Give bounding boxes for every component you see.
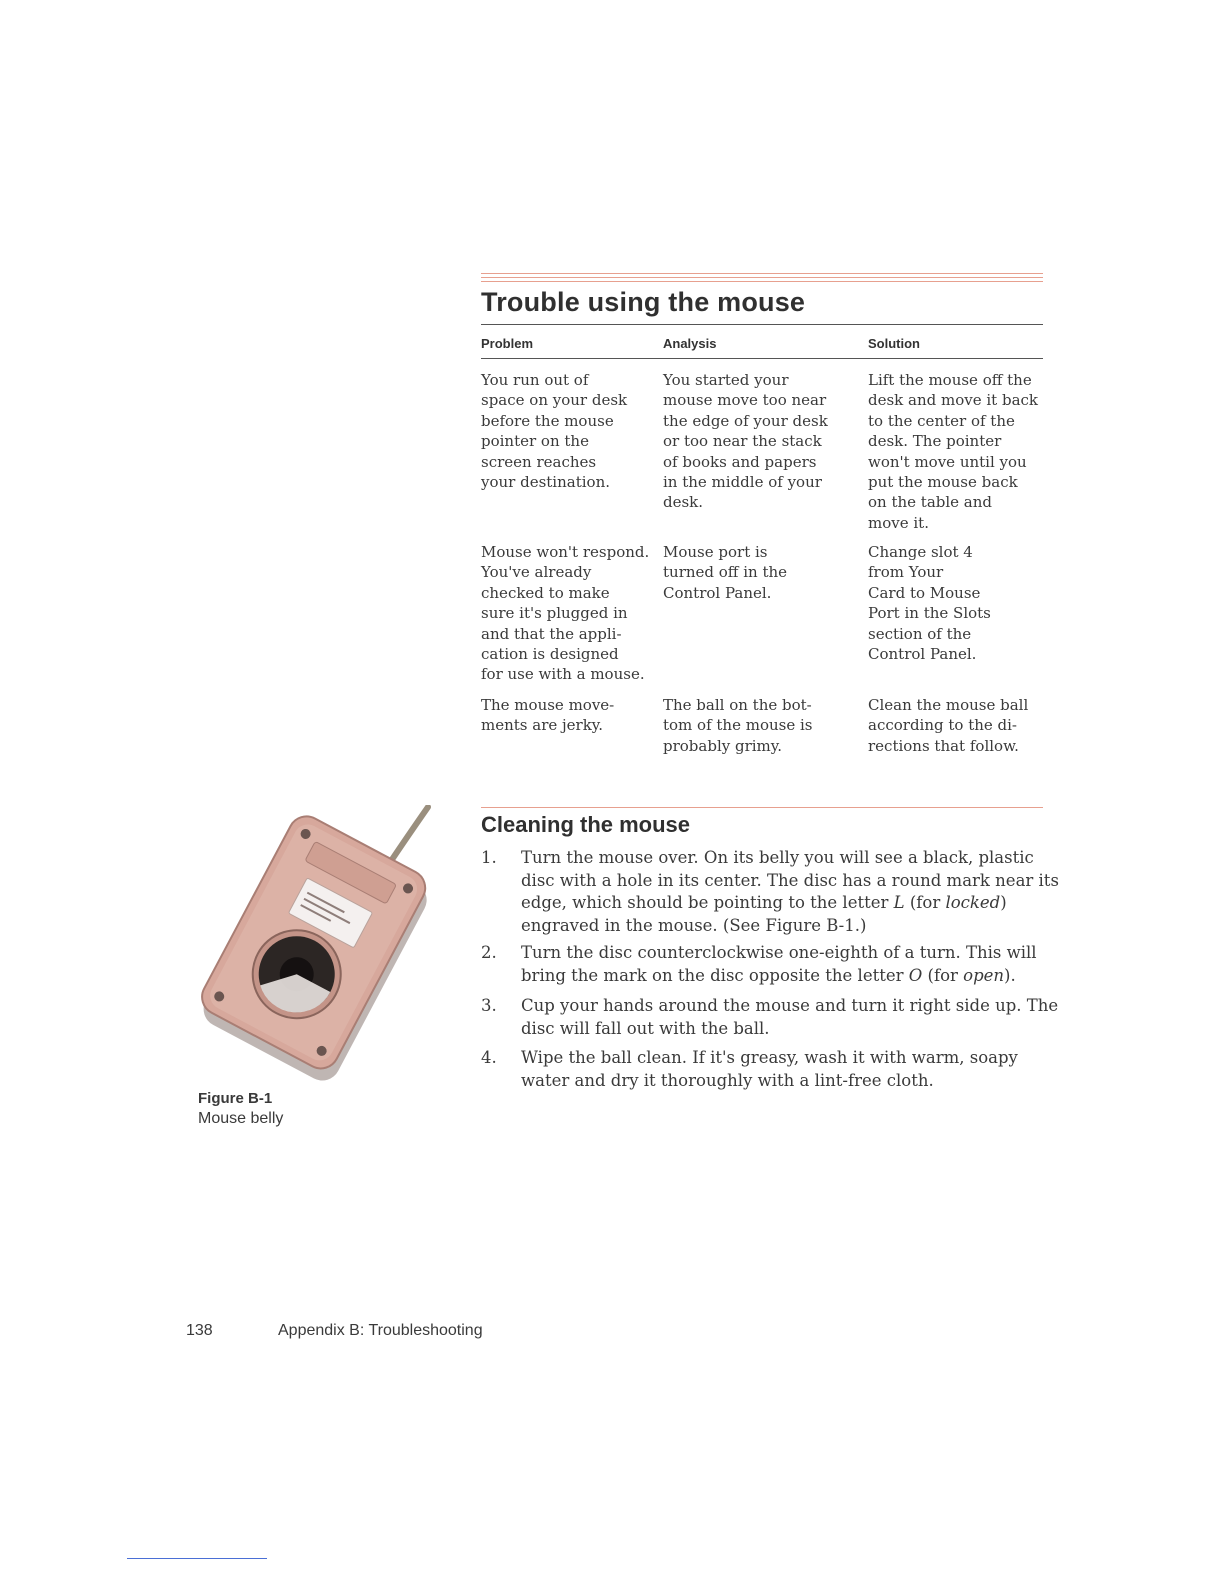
title-rules: [481, 273, 1043, 285]
running-title: Appendix B: Troubleshooting: [278, 1322, 483, 1339]
table-cell-analysis: You started your mouse move too near the edge of your desk or too near the stack of books and papers in the middle of your desk.: [663, 371, 828, 512]
section-title-trouble: Trouble using the mouse: [481, 287, 806, 317]
section-title-cleaning: Cleaning the mouse: [481, 812, 691, 837]
bottom-divider: [127, 1558, 267, 1559]
page-number: 138: [186, 1322, 213, 1339]
table-header-rule: [481, 358, 1043, 359]
table-cell-solution: Change slot 4 from Your Card to Mouse Port in the Slots section of the Control Panel.: [868, 543, 991, 664]
step-text: Cup your hands around the mouse and turn it right side up. The disc will fall out with the ball.: [521, 996, 1059, 1038]
table-cell-analysis: The ball on the bot- tom of the mouse is probably grimy.: [663, 696, 813, 755]
figure-label: Figure B-1: [198, 1090, 273, 1107]
step-number: 3.: [481, 996, 497, 1015]
column-header-problem: Problem: [481, 336, 534, 351]
step-text: Turn the disc counterclockwise one-eighth of a turn. This will bring the mark on the disc opposite the letter O (for open).: [521, 943, 1037, 985]
step-text: Wipe the ball clean. If it's greasy, wash it with warm, soapy water and dry it thoroughly with a lint-free cloth.: [521, 1048, 1018, 1090]
section-rule-cleaning: [481, 807, 1043, 808]
table-cell-solution: Lift the mouse off the desk and move it back to the center of the desk. The pointer won't move until you put the mouse back on the table and move it.: [868, 371, 1039, 532]
table-cell-problem: Mouse won't respond. You've already checked to make sure it's plugged in and that the appli- cation is designed for use with a mouse.: [481, 543, 650, 684]
column-header-solution: Solution: [868, 336, 920, 351]
step-text: Turn the mouse over. On its belly you will see a black, plastic disc with a hole in its center. The disc has a round mark near its edge, which should be pointing to the letter L (for locked) engraved in the mouse. (See Figure B-1.): [521, 848, 1059, 935]
mouse-cable: [387, 807, 428, 867]
table-cell-problem: The mouse move- ments are jerky.: [481, 696, 615, 735]
mouse-belly-image: [200, 805, 432, 1085]
step-number: 1.: [481, 848, 497, 867]
column-header-analysis: Analysis: [663, 336, 717, 351]
step-number: 2.: [481, 943, 497, 962]
figure-caption: Mouse belly: [198, 1110, 284, 1127]
table-cell-solution: Clean the mouse ball according to the di- rections that follow.: [868, 696, 1029, 755]
table-cell-analysis: Mouse port is turned off in the Control Panel.: [663, 543, 788, 602]
step-number: 4.: [481, 1048, 497, 1067]
table-cell-problem: You run out of space on your desk before the mouse pointer on the screen reaches your destination.: [481, 371, 628, 492]
table-top-rule: [481, 324, 1043, 325]
